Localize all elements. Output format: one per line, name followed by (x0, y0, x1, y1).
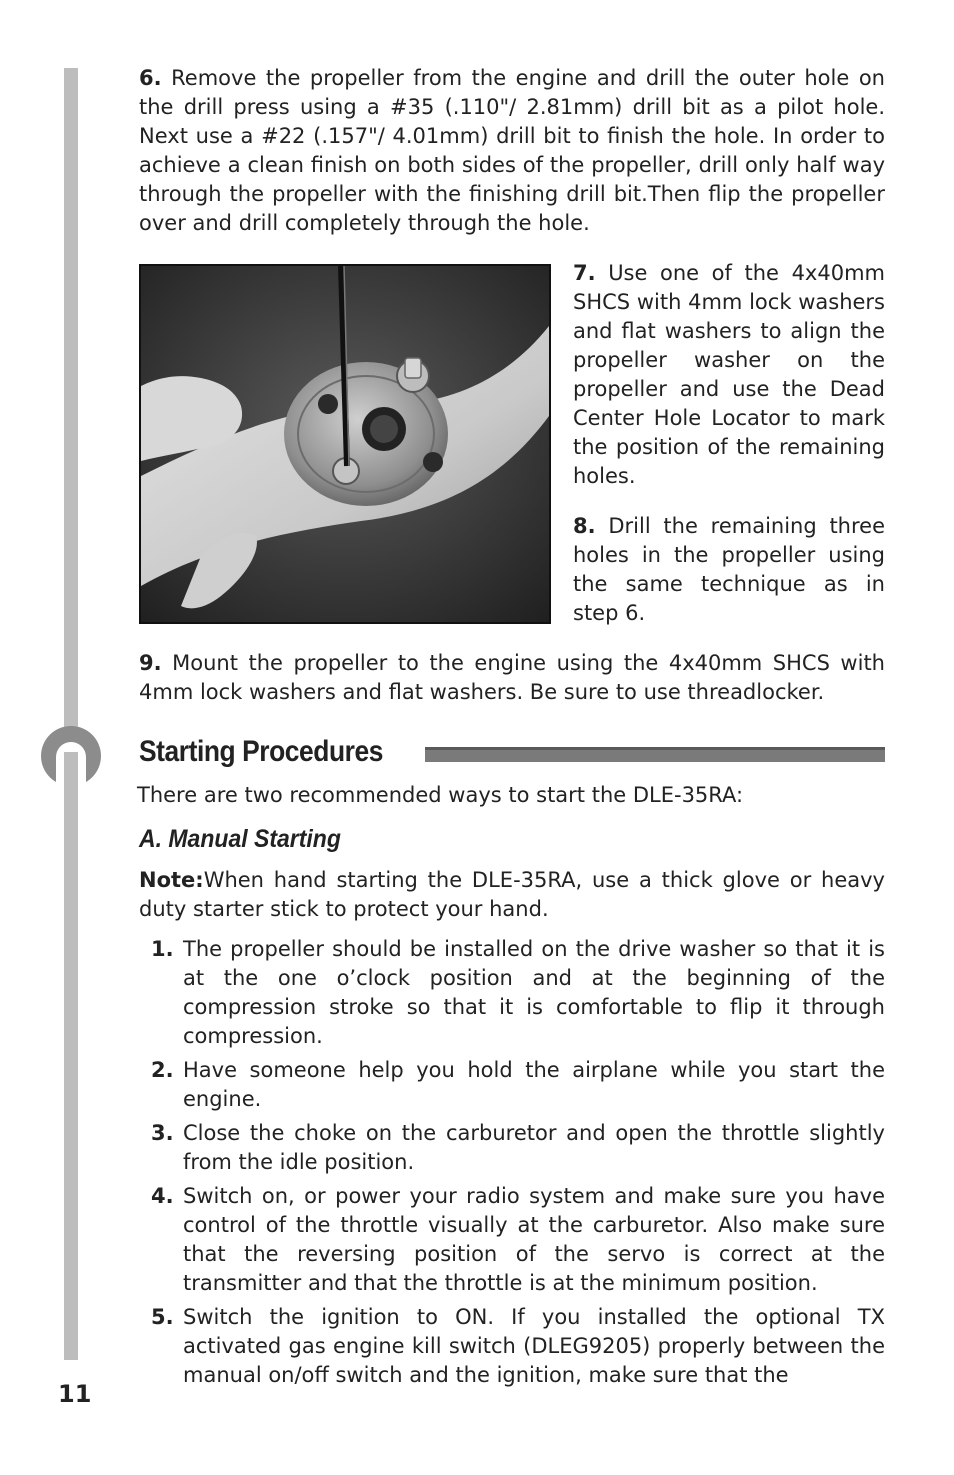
step-text: Use one of the 4x40mm SHCS with 4mm lock washers and flat washers to align the propeller washer on the propeller and use the Dead Center Hole Locator to mark the position of the remaining holes. (573, 261, 885, 488)
section-heading: Starting Procedures (139, 735, 383, 768)
step-text: Remove the propeller from the engine and drill the outer hole on the drill press using a #35 (.110"/ 2.81mm) drill bit as a pilot hole. Next use a #22 (.157"/ 4.01mm) drill bit to finish the hole. In order to achieve a clean finish on both sides of the propeller, drill only half way through the propeller with the finishing drill bit.Then flip the propeller over and drill completely through the hole. (139, 66, 885, 235)
note-text: When hand starting the DLE-35RA, use a thick glove or heavy duty starter stick to protect your hand. (139, 868, 885, 921)
page-number: 11 (58, 1380, 92, 1408)
step-number: 9. (139, 651, 162, 675)
sub-heading: A. Manual Starting (139, 825, 341, 853)
list-item (139, 1119, 885, 1177)
step-7 (573, 259, 885, 491)
list-item (139, 935, 885, 1051)
step-8 (573, 512, 885, 628)
heading-rule (425, 748, 885, 762)
list-text: Switch the ignition to ON. If you installed the optional TX activated gas engine kill switch (DLEG9205) properly between the manual on/off switch and the ignition, make sure that the (183, 1305, 885, 1387)
list-item (139, 1303, 885, 1390)
step-number: 8. (573, 514, 596, 538)
step-number: 7. (573, 261, 596, 285)
step-text: Drill the remaining three holes in the propeller using the same technique as in step 6. (573, 514, 885, 625)
list-text: Switch on, or power your radio system and make sure you have control of the throttle visually at the carburetor. Also make sure that the reversing position of the servo is correct at the transmitter and that the throttle is at the minimum position. (183, 1184, 885, 1295)
starting-steps-list (139, 935, 885, 1395)
step-number: 6. (139, 66, 162, 90)
list-item (139, 1056, 885, 1114)
list-number: 4. (151, 1184, 174, 1208)
list-text: Close the choke on the carburetor and open the throttle slightly from the idle position. (183, 1121, 885, 1174)
list-number: 5. (151, 1305, 174, 1329)
list-number: 1. (151, 937, 174, 961)
list-item (139, 1182, 885, 1298)
heading-rule-edge (425, 747, 885, 750)
list-text: Have someone help you hold the airplane while you start the engine. (183, 1058, 885, 1111)
note-label: Note: (139, 868, 204, 892)
list-text: The propeller should be installed on the drive washer so that it is at the one o’clock position and at the beginning of the compression stroke so that it is comfortable to flip it through compression. (183, 937, 885, 1048)
propeller-photo-illustration (141, 266, 549, 622)
note (139, 866, 885, 924)
step-6 (139, 64, 885, 238)
step-9 (139, 649, 885, 707)
sidebar-hook-stem (64, 752, 78, 792)
list-number: 2. (151, 1058, 174, 1082)
sidebar-bar (64, 68, 78, 1360)
list-number: 3. (151, 1121, 174, 1145)
propeller-drilling-photo (139, 264, 551, 624)
step-text: Mount the propeller to the engine using the 4x40mm SHCS with 4mm lock washers and flat washers. Be sure to use threadlocker. (139, 651, 885, 704)
section-intro: There are two recommended ways to start the DLE-35RA: (137, 783, 744, 807)
